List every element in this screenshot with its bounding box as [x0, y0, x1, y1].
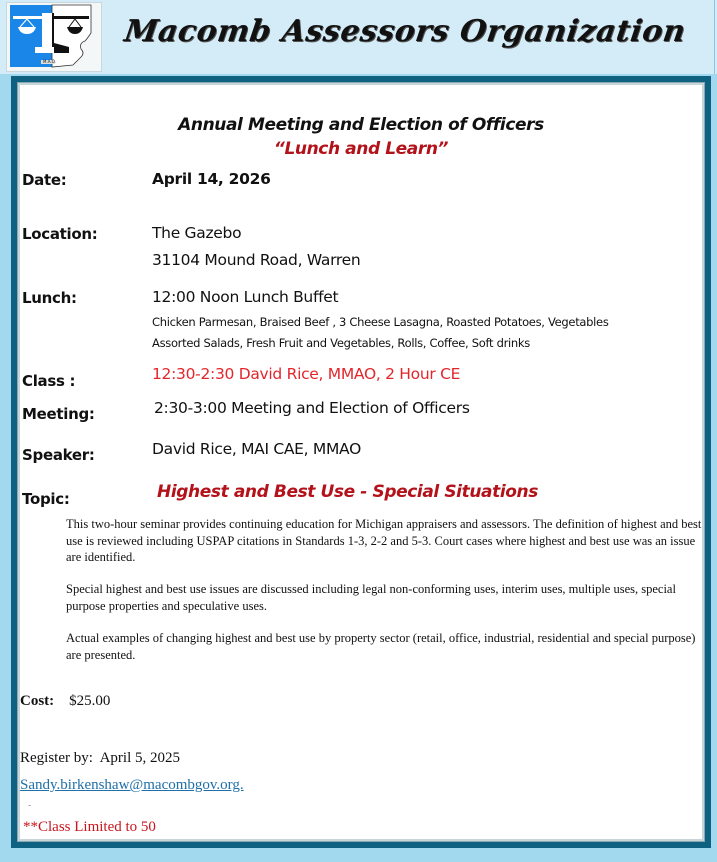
register-row [20, 750, 180, 767]
topic-value: Highest and Best Use - Special Situations [157, 482, 538, 502]
register-date: April 5, 2025 [99, 750, 181, 766]
lunch-value: 12:00 Noon Lunch Buffet [152, 288, 339, 306]
logo-caption: M.A.O. [43, 59, 56, 64]
flyer-content [20, 85, 702, 839]
organization-logo [6, 2, 102, 72]
lunch-label: Lunch: [22, 289, 77, 307]
cost-row [20, 693, 110, 710]
location-venue: The Gazebo [152, 224, 242, 242]
bullet-mark: - [28, 800, 32, 811]
event-heading: Annual Meeting and Election of Officers [178, 115, 544, 135]
register-label: Register by: [20, 750, 93, 766]
description-paragraph: Actual examples of changing highest and best use by property sector (retail, office, industrial, residential and special purpose) are presented. [66, 631, 696, 662]
header-divider [714, 0, 715, 74]
header-banner [0, 0, 717, 74]
flyer-frame-inner [17, 82, 705, 842]
flyer-frame [11, 76, 711, 848]
lunch-menu-line: Assorted Salads, Fresh Fruit and Vegetables, Rolls, Coffee, Soft drinks [152, 336, 530, 350]
speaker-value: David Rice, MAI CAE, MMAO [152, 440, 361, 458]
class-value [152, 365, 460, 383]
topic-label: Topic: [22, 490, 70, 508]
description-paragraph: Special highest and best use issues are discussed including legal non-conforming uses, interim uses, multiple uses, special purpose properties and speculative uses. [66, 582, 676, 613]
lunch-menu-line: Chicken Parmesan, Braised Beef , 3 Cheese Lasagna, Roasted Potatoes, Vegetables [152, 315, 609, 329]
location-label: Location: [22, 225, 98, 243]
class-details: David Rice, MMAO, 2 Hour CE [238, 365, 461, 383]
date-value: April 14, 2026 [152, 170, 271, 188]
class-limit-note: **Class Limited to 50 [23, 819, 156, 835]
meeting-value: 2:30-3:00 Meeting and Election of Officers [154, 399, 470, 417]
event-subheading: “Lunch and Learn” [273, 139, 449, 159]
location-address: 31104 Mound Road, Warren [152, 251, 361, 269]
cost-label: Cost: [20, 693, 55, 709]
class-label: Class : [22, 372, 76, 390]
description-paragraph: This two-hour seminar provides continuing education for Michigan appraisers and assessors. The definition of highest and best use is reviewed including USPAP citations in Standards 1-3, 2-2 and 5-3. Court cases where highest and best use was an issue are identified. [66, 517, 702, 564]
meeting-label: Meeting: [22, 405, 95, 423]
class-time: 12:30-2:30 [152, 365, 235, 383]
cost-value: $25.00 [69, 693, 111, 709]
organization-title: Macomb Assessors Organization [122, 14, 688, 49]
contact-email-link[interactable]: Sandy.birkenshaw@macombgov.org. [20, 777, 244, 793]
date-label: Date: [22, 171, 67, 189]
speaker-label: Speaker: [22, 446, 95, 464]
